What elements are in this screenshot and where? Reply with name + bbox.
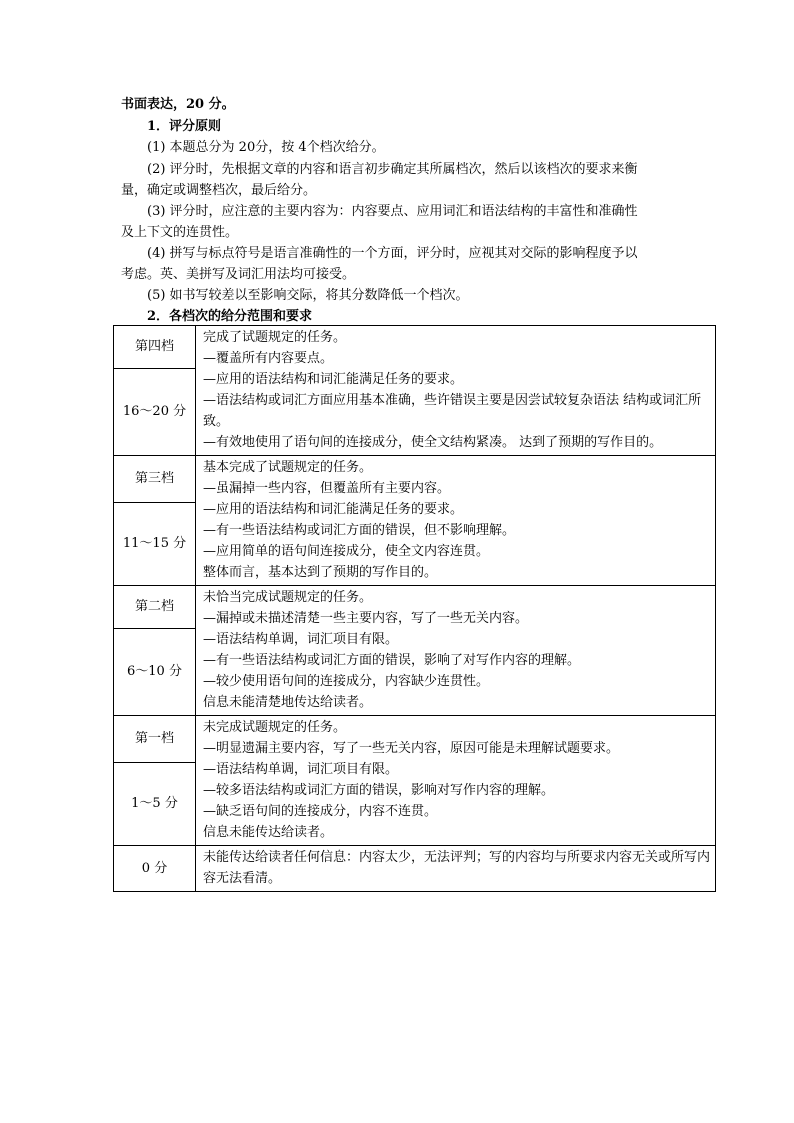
level-3-line: 基本完成了试题规定的任务。 (203, 460, 373, 475)
level-1-description (196, 716, 716, 846)
level-2-line: —有一些语法结构或词汇方面的错误，影响了对写作内容的理解。 (203, 653, 581, 668)
level-2-name: 第二档 (114, 586, 196, 629)
level-3-line: —应用简单的语句间连接成分，使全文内容连贯。 (203, 544, 490, 559)
level-4-description (196, 326, 716, 456)
level-3-line: —有一些语法结构或词汇方面的错误，但不影响理解。 (203, 523, 516, 538)
principle-3: (3) 评分时，应注意的主要内容为：内容要点、应用词汇和语法结构的丰富性和准确性 (147, 204, 638, 219)
level-4-range: 16～20 分 (114, 369, 196, 456)
level-0-description (196, 846, 716, 892)
level-3-description (196, 456, 716, 586)
level-2-description (196, 586, 716, 716)
level-2-range: 6～10 分 (114, 629, 196, 716)
level-2-line: 未恰当完成试题规定的任务。 (203, 590, 373, 605)
principle-4-cont: 考虑。英、美拼写及词汇用法均可接受。 (121, 267, 356, 282)
level-4-line: —应用的语法结构和词汇能满足任务的要求。 (203, 372, 464, 387)
level-4-line: 完成了试题规定的任务。 (203, 330, 347, 345)
level-1-line: 信息未能传达给读者。 (203, 825, 334, 840)
level-3-line: —应用的语法结构和词汇能满足任务的要求。 (203, 502, 464, 517)
level-3-range: 11～15 分 (114, 503, 196, 586)
principle-1: (1) 本题总分为 20分，按 4个档次给分。 (147, 140, 385, 155)
level-4-name: 第四档 (114, 326, 196, 369)
level-1-line: —缺乏语句间的连接成分，内容不连贯。 (203, 804, 438, 819)
principle-2-cont: 量，确定或调整档次，最后给分。 (121, 183, 317, 198)
principle-3-cont: 及上下文的连贯性。 (121, 225, 239, 240)
level-3-line: —虽漏掉一些内容，但覆盖所有主要内容。 (203, 481, 451, 496)
level-1-line: —明显遗漏主要内容，写了一些无关内容，原因可能是未理解试题要求。 (203, 741, 620, 756)
level-1-line: 未完成试题规定的任务。 (203, 720, 347, 735)
level-2-line: —漏掉或未描述清楚一些主要内容，写了一些无关内容。 (203, 611, 529, 626)
level-1-range: 1～5 分 (114, 763, 196, 846)
level-1-line: —较多语法结构或词汇方面的错误，影响对写作内容的理解。 (203, 783, 555, 798)
level-4-line: —有效地使用了语句间的连接成分，使全文结构紧凑。 达到了预期的写作目的。 (203, 435, 663, 450)
level-4-line: —语法结构或词汇方面应用基本准确，些许错误主要是因尝试较复杂语法 结构或词汇所致。 (203, 393, 702, 429)
section-1-title: 1．评分原则 (147, 119, 222, 134)
level-2-line: 信息未能清楚地传达给读者。 (203, 695, 373, 710)
level-0-line: 未能传达给读者任何信息：内容太少，无法评判；写的内容均与所要求内容无关或所写内容无法看清。 (203, 850, 711, 886)
level-0-name: 0 分 (114, 846, 196, 892)
principle-2: (2) 评分时，先根据文章的内容和语言初步确定其所属档次，然后以该档次的要求来衡 (147, 162, 638, 177)
level-4-line: —覆盖所有内容要点。 (203, 351, 334, 366)
level-1-line: —语法结构单调，词汇项目有限。 (203, 762, 399, 777)
level-1-name: 第一档 (114, 716, 196, 763)
heading: 书面表达，20 分。 (121, 97, 235, 112)
level-3-name: 第三档 (114, 456, 196, 503)
principle-4: (4) 拼写与标点符号是语言准确性的一个方面，评分时，应视其对交际的影响程度予以 (147, 246, 638, 261)
level-3-line: 整体而言，基本达到了预期的写作目的。 (203, 565, 438, 580)
principle-5: (5) 如书写较差以至影响交际，将其分数降低一个档次。 (147, 288, 469, 303)
level-2-line: —语法结构单调，词汇项目有限。 (203, 632, 399, 647)
level-2-line: —较少使用语句间的连接成分，内容缺少连贯性。 (203, 674, 490, 689)
scoring-table (113, 325, 716, 892)
section-2-title: 2．各档次的给分范围和要求 (147, 309, 313, 324)
